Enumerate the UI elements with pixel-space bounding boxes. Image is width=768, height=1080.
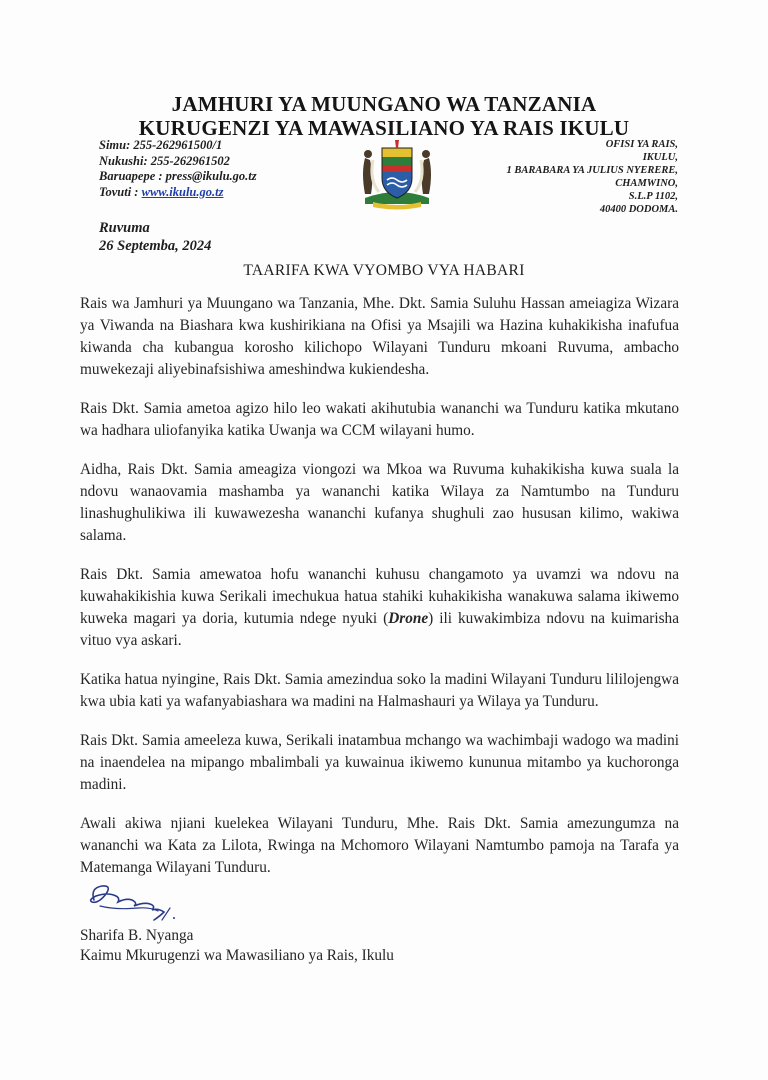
address-block [507,138,678,216]
website-label: Tovuti : [99,184,142,199]
header-line-1: JAMHURI YA MUUNGANO WA TANZANIA [171,92,597,116]
fax-text: Nukushi: 255-262961502 [99,153,230,168]
address-line: OFISI YA RAIS, [605,139,678,150]
body-text [80,293,679,896]
website-line [99,185,257,201]
address-line: 40400 DODOMA. [599,204,678,215]
place-text: Ruvuma [99,220,150,236]
address-line: S.L.P 1102, [628,191,678,202]
address-line: CHAMWINO, [615,178,678,189]
emphasis-drone: Drone [388,610,429,627]
paragraph: Rais Dkt. Samia ameeleza kuwa, Serikali inatambua mchango wa wachimbaji wadogo wa madini na inaendelea na mipango mbalimbali ya kuwainua ikiwemo kununua mitambo ya kuchoronga madini. [80,732,679,793]
email-text: Baruapepe : press@ikulu.go.tz [99,169,257,183]
date-text: 26 Septemba, 2024 [99,238,212,254]
paragraph-text: Rais Dkt. Samia amewatoa hofu wananchi kuhusu changamoto ya uvamzi wa ndovu na kuwahakikishia kuwa Serikali imechukua hatua stahiki kuhakikisha wanakuwa salama ikiwemo kuweka magari ya doria, kutumia ndege nyuki ( [80,566,679,627]
handwritten-signature [86,878,182,922]
address-line: IKULU, [642,152,678,163]
paragraph: Aidha, Rais Dkt. Samia ameagiza viongozi wa Mkoa wa Ruvuma kuhakikisha kuwa suala la ndovu wanaovamia mashamba ya wananchi katika Wilaya za Namtumbo na Tunduru linashughulikiwa ili kuwawezesha wananchi kufanya shughuli zao hususan kilimo, wakiwa salama. [80,461,679,544]
paragraph: Awali akiwa njiani kuelekea Wilayani Tunduru, Mhe. Rais Dkt. Samia amezungumza na wananchi wa Kata za Lilota, Rwinga na Mchomoro Wilayani Namtumbo pamoja na Tarafa ya Matemanga Wilayani Tunduru. [80,815,679,876]
paragraph: Katika hatua nyingine, Rais Dkt. Samia amezindua soko la madini Wilayani Tunduru lililojengwa kwa ubia kati ya wafanyabiashara wa madini na Halmashauri ya Wilaya ya Tunduru. [80,671,679,710]
place-date [99,219,211,255]
coat-of-arms-emblem [355,138,439,210]
document-title: TAARIFA KWA VYOMBO VYA HABARI [243,262,525,279]
signatory-name: Sharifa B. Nyanga [80,927,194,944]
website-link[interactable]: www.ikulu.go.tz [141,184,224,199]
phone-text: Simu: 255-262961500/1 [99,138,223,152]
contact-block [99,138,257,200]
header-line-2: KURUGENZI YA MAWASILIANO YA RAIS IKULU [138,116,630,140]
paragraph-text: ) ili kuwakimbiza ndovu na kuimarisha vituo vya askari. [80,610,679,649]
signatory-block [80,926,394,966]
emblem-shield [382,148,412,198]
paragraph: Rais wa Jamhuri ya Muungano wa Tanzania, Mhe. Dkt. Samia Suluhu Hassan ameiagiza Wizara ya Viwanda na Biashara kwa kushirikiana na Ofisi ya Msajili wa Hazina kuhakikisha inafufua kiwanda cha kubangua korosho kilichopo Wilayani Tunduru mkoani Ruvuma, ambacho muwekezaji aliyebinafsishiwa ameshindwa kukiendesha. [80,295,679,378]
address-line: 1 BARABARA YA JULIUS NYERERE, [506,165,678,176]
paragraph [80,564,679,652]
emblem-torch [395,140,399,148]
paragraph: Rais Dkt. Samia ametoa agizo hilo leo wakati akihutubia wananchi wa Tunduru katika mkutano wa hadhara uliofanyika katika Uwanja wa CCM wilayani humo. [80,400,679,439]
signatory-position: Kaimu Mkurugenzi wa Mawasiliano ya Rais, Ikulu [80,947,394,964]
